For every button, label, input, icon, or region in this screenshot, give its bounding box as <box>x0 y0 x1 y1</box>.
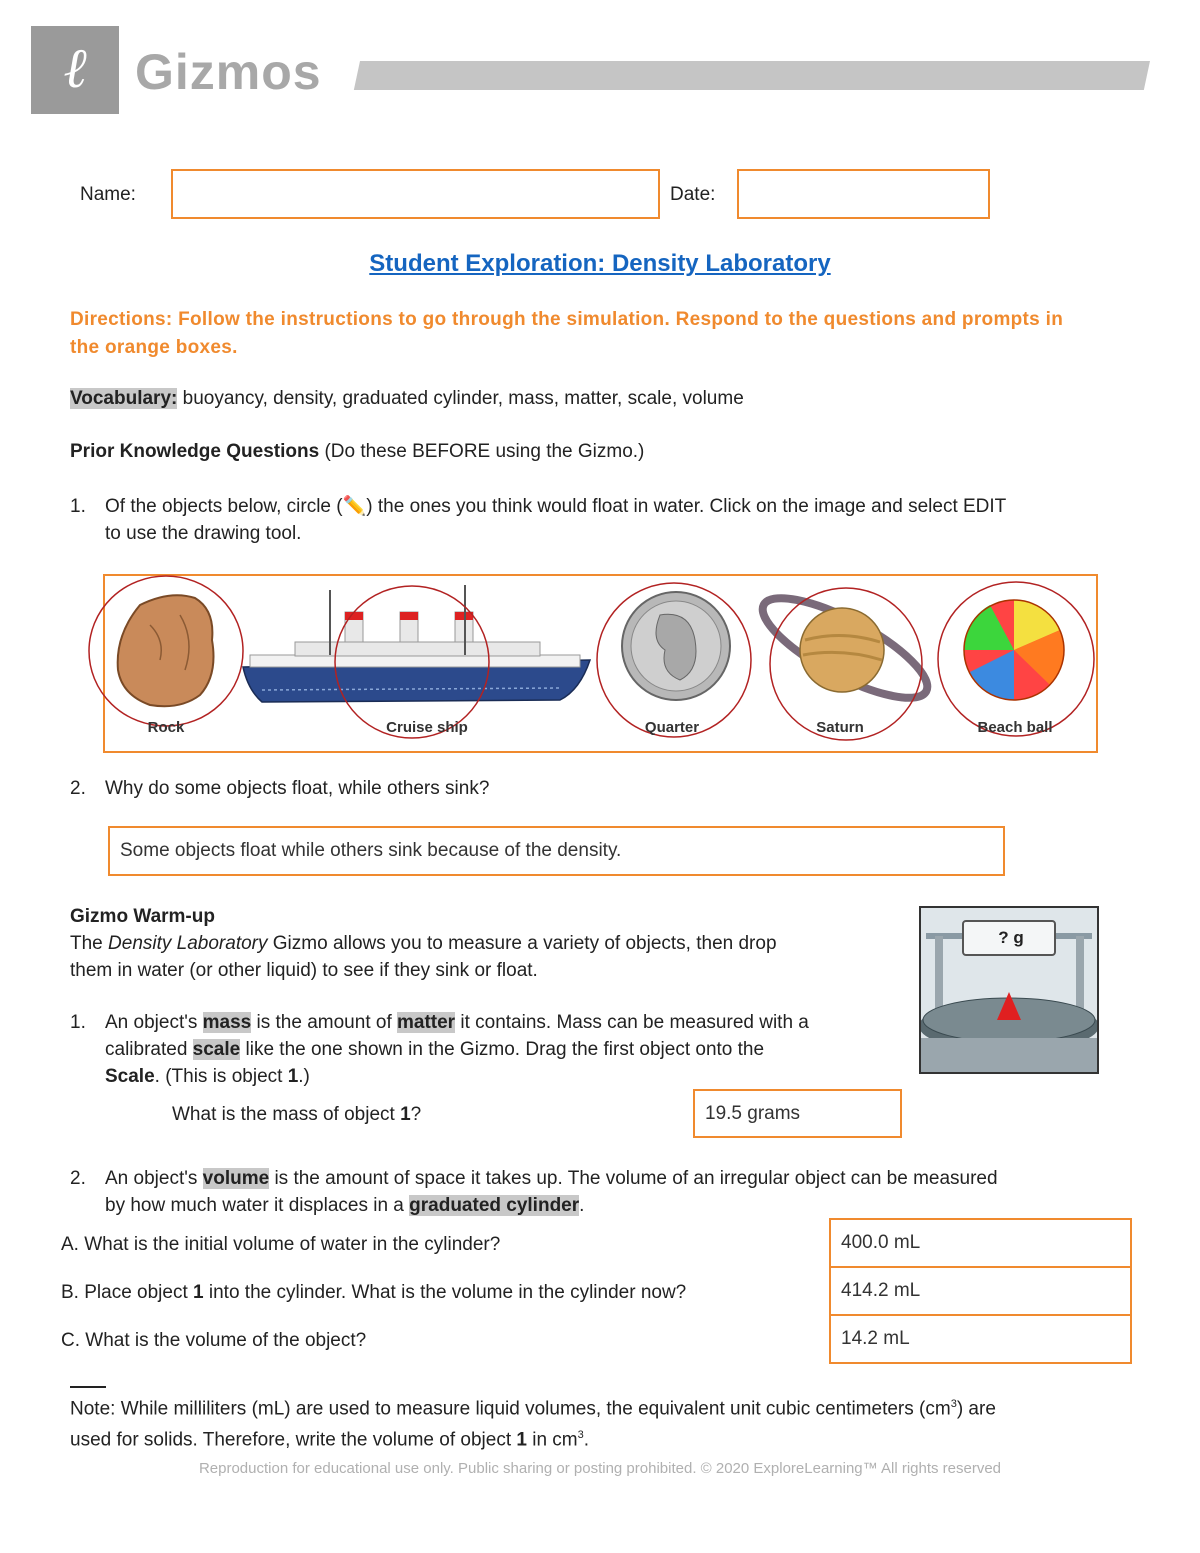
explorelearning-logo-icon: ℓ <box>63 36 87 101</box>
object-label-saturn: Saturn <box>816 719 864 736</box>
answer-c[interactable]: 14.2 mL <box>829 1314 1132 1364</box>
warmup-q2-l1-b: is the amount of space it takes up. The volume of an irregular object can be measured <box>269 1168 998 1189</box>
question-c: C. What is the volume of the object? <box>61 1330 367 1351</box>
note-superscript-2: 3 <box>577 1429 584 1442</box>
vocabulary-label: Vocabulary: <box>70 388 178 409</box>
quarter-image <box>622 592 730 700</box>
answer-b[interactable]: 414.2 mL <box>829 1266 1132 1316</box>
saturn-image <box>751 580 940 716</box>
mass-question <box>172 1101 421 1128</box>
warmup-q2-l2-a: by how much water it displaces in a <box>105 1195 410 1216</box>
warmup-q1-l1-c: it contains. Mass can be measured with a <box>455 1012 809 1033</box>
date-label: Date: <box>670 184 716 205</box>
prior-q2-number: 2. <box>70 778 86 799</box>
note-e: . <box>583 1429 590 1451</box>
question-a: A. What is the initial volume of water in the cylinder? <box>61 1234 501 1255</box>
prior-knowledge-note: (Do these BEFORE using the Gizmo.) <box>324 441 645 462</box>
beach-ball-image <box>964 600 1064 700</box>
warmup-intro-italic: Density Laboratory <box>108 933 268 954</box>
object-label-cruise-ship: Cruise ship <box>386 719 468 736</box>
term-graduated-cylinder: graduated cylinder <box>409 1195 580 1216</box>
warmup-q1-l2-b: like the one shown in the Gizmo. Drag the first object onto the <box>240 1039 765 1060</box>
object-number: 1 <box>287 1066 299 1087</box>
footer-copyright: Reproduction for educational use only. Public sharing or posting prohibited. © 2020 ExploreLearning™ All rights reserved <box>198 1460 1002 1477</box>
object-label-quarter: Quarter <box>644 719 700 736</box>
warmup-intro-c: them in water (or other liquid) to see if they sink or float. <box>70 960 538 981</box>
term-matter: matter <box>397 1012 456 1033</box>
warmup-q2-number: 2. <box>70 1168 86 1189</box>
mass-question-object: 1 <box>400 1104 411 1125</box>
note-text <box>70 1391 1150 1454</box>
warmup-q2-l1-a: An object's <box>105 1168 203 1189</box>
warmup-intro <box>70 930 900 984</box>
warmup-q2-l2-b: . <box>579 1195 585 1216</box>
term-scale-bold: Scale <box>105 1066 155 1087</box>
directions: Directions: Follow the instructions to go through the simulation. Respond to the questions and prompts in the orange boxes. <box>70 309 1064 358</box>
note-b: ) are <box>956 1398 996 1420</box>
note-c: used for solids. Therefore, write the volume of object <box>70 1429 517 1451</box>
prior-q2-text: Why do some objects float, while others sink? <box>105 778 490 799</box>
answer-a[interactable]: 400.0 mL <box>829 1218 1132 1268</box>
prior-q1-part-a: Of the objects below, circle ( <box>105 496 343 517</box>
mass-question-b: ? <box>410 1104 422 1125</box>
name-label: Name: <box>80 184 136 205</box>
object-label-beach-ball: Beach ball <box>977 719 1053 736</box>
question-b-b: into the cylinder. What is the volume in the cylinder now? <box>203 1282 687 1303</box>
warmup-q1-l2-a: calibrated <box>105 1039 193 1060</box>
mass-answer[interactable]: 19.5 grams <box>693 1089 902 1138</box>
question-b-a: B. Place object <box>61 1282 194 1303</box>
prior-q1-part-c: to use the drawing tool. <box>105 523 302 544</box>
question-b-object: 1 <box>193 1282 204 1303</box>
warmup-q2-text <box>105 1165 1165 1219</box>
term-mass: mass <box>202 1012 252 1033</box>
warmup-intro-b: Gizmo allows you to measure a variety of objects, then drop <box>267 933 777 954</box>
warmup-q1-l3-a: . (This is object <box>154 1066 288 1087</box>
warmup-q1-text <box>105 1009 915 1090</box>
note-a: Note: While milliliters (mL) are used to measure liquid volumes, the equivalent unit cubic centimeters (cm <box>70 1398 951 1420</box>
note-divider <box>70 1386 106 1388</box>
note-superscript: 3 <box>950 1398 957 1410</box>
warmup-heading: Gizmo Warm-up <box>70 906 215 927</box>
vocabulary-terms: buoyancy, density, graduated cylinder, mass, matter, scale, volume <box>182 388 744 409</box>
warmup-q1-l1-a: An object's <box>105 1012 203 1033</box>
term-volume: volume <box>202 1168 270 1189</box>
rock-image <box>118 595 214 706</box>
warmup-q1-l1-b: is the amount of <box>251 1012 397 1033</box>
scale-image <box>919 906 1099 1074</box>
prior-q1-part-b: ) the ones you think would float in water. Click on the image and select EDIT <box>366 496 1007 517</box>
prior-q1-number: 1. <box>70 496 86 517</box>
note-d: in cm <box>526 1429 578 1451</box>
warmup-intro-a: The <box>70 933 109 954</box>
brand-name: Gizmos <box>135 44 322 100</box>
question-b <box>61 1279 686 1306</box>
term-scale: scale <box>192 1039 241 1060</box>
warmup-q1-number: 1. <box>70 1012 86 1033</box>
note-object: 1 <box>516 1429 527 1451</box>
scale-display-readout: ? g <box>998 928 1024 947</box>
prior-q2-answer[interactable]: Some objects float while others sink because of the density. <box>108 826 1005 876</box>
mass-question-a: What is the mass of object <box>172 1104 401 1125</box>
pencil-icon: ✏️ <box>342 496 367 517</box>
object-label-rock: Rock <box>147 719 185 736</box>
cruise-ship-image <box>243 585 590 702</box>
warmup-q1-l3-b: .) <box>298 1066 310 1087</box>
page-title: Student Exploration: Density Laboratory <box>369 250 831 277</box>
prior-knowledge-heading: Prior Knowledge Questions <box>70 441 320 462</box>
